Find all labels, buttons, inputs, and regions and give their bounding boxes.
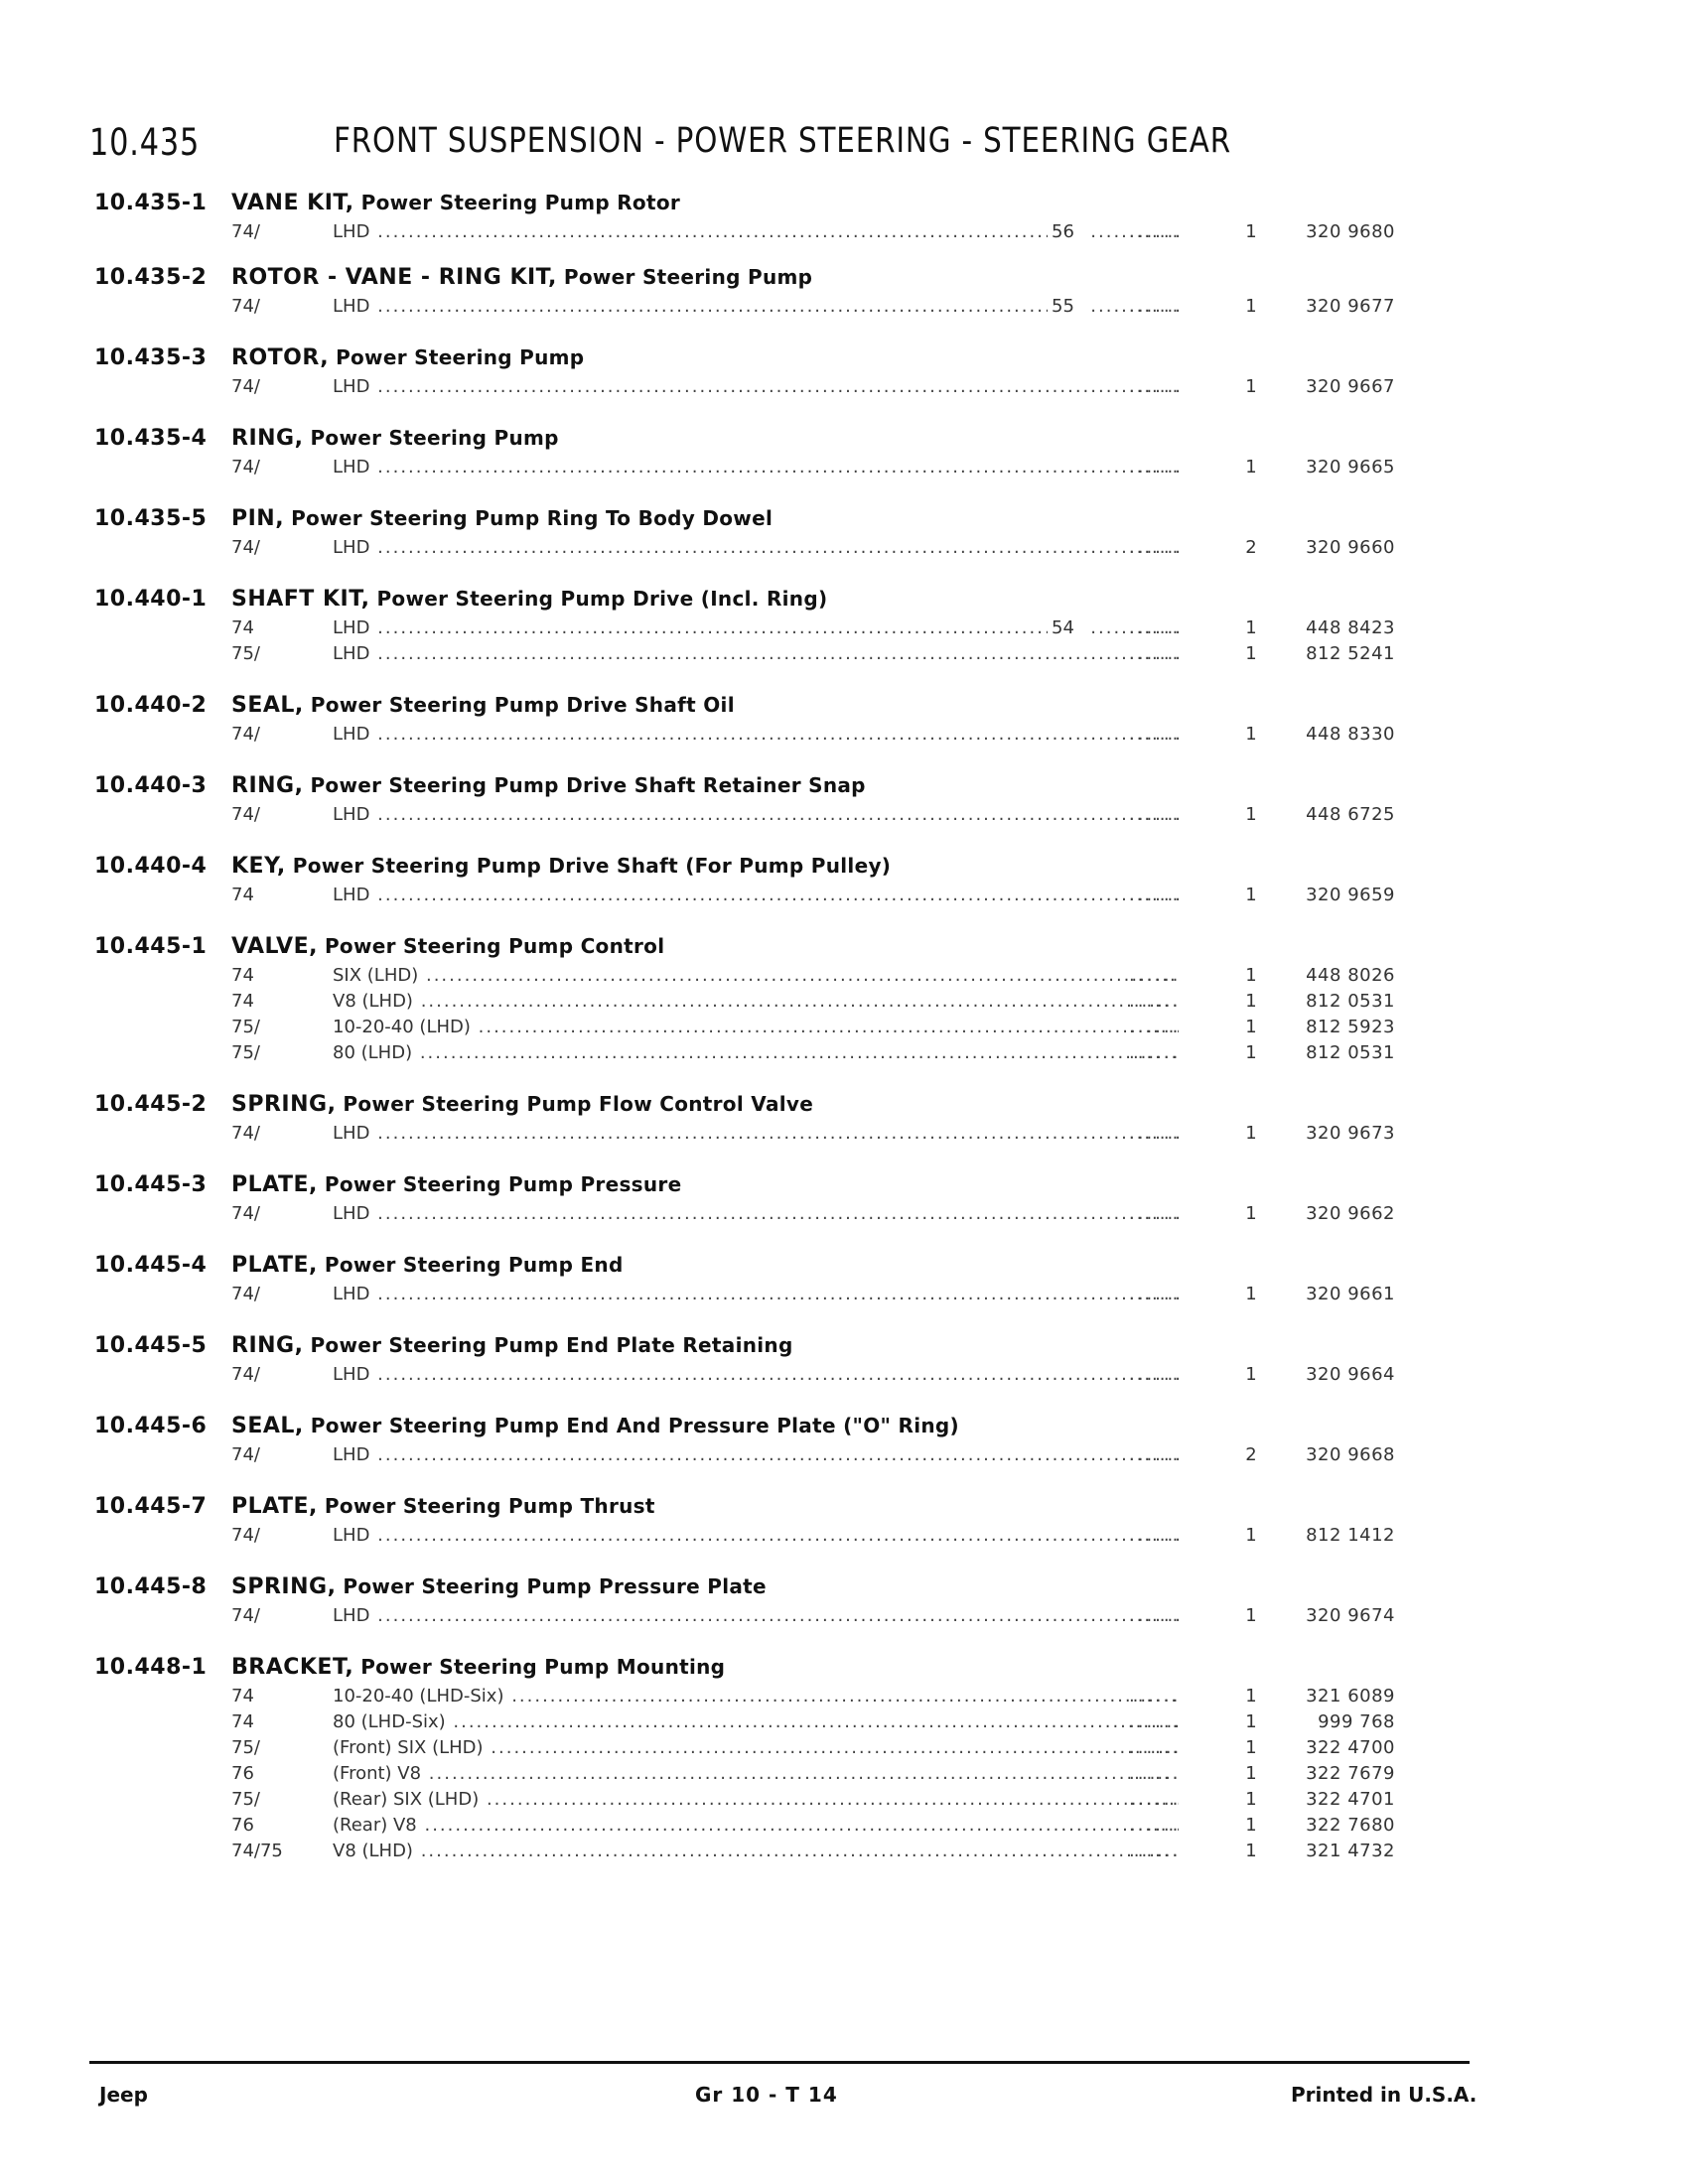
part-heading: [94, 693, 1445, 724]
part-number: 320 9662: [1306, 1203, 1395, 1224]
leader-dots: ......: [1129, 537, 1182, 558]
part-number: 322 7680: [1306, 1815, 1395, 1836]
part-entry: [94, 1172, 1445, 1229]
quantity: 1: [1245, 1605, 1257, 1626]
model-year: 74/: [231, 537, 260, 558]
part-application-row: [94, 1763, 1445, 1789]
part-description: [231, 1253, 624, 1278]
application-note: SIX (LHD) .....: [333, 965, 1179, 986]
model-year: 74/: [231, 1123, 260, 1144]
part-number: 812 5241: [1306, 643, 1395, 664]
part-name: SHAFT KIT,: [231, 587, 370, 612]
part-description: [231, 854, 891, 879]
part-application-row: [94, 1017, 1445, 1042]
application-note: LHD .....: [333, 221, 1179, 242]
part-description: [231, 1414, 959, 1438]
part-number: 320 9680: [1306, 221, 1395, 242]
part-ref-number: 10.448-1: [94, 1655, 208, 1680]
part-application-row: [94, 1203, 1445, 1229]
application-note: 10-20-40 (LHD) .....: [333, 1017, 1179, 1037]
model-year: 74/: [231, 1525, 260, 1546]
leader-dots: ......: [1129, 296, 1182, 317]
leader-dots: ......: [1129, 965, 1182, 986]
application-note: V8 (LHD) .....: [333, 1841, 1179, 1861]
part-heading: [94, 1092, 1445, 1123]
model-year: 74/: [231, 221, 260, 242]
application-note: V8 (LHD) .....: [333, 991, 1179, 1012]
leader-dots: ......: [1129, 617, 1182, 638]
part-subtitle: Power Steering Pump End Plate Retaining: [310, 1333, 793, 1357]
part-ref-number: 10.445-4: [94, 1253, 208, 1278]
part-heading: [94, 773, 1445, 804]
part-subtitle: Power Steering Pump Mounting: [360, 1655, 726, 1679]
application-note: LHD .....: [333, 296, 1179, 317]
part-number: 320 9668: [1306, 1444, 1395, 1465]
part-name: SEAL,: [231, 1414, 304, 1438]
application-note: LHD .....: [333, 1525, 1179, 1546]
quantity: 1: [1245, 1525, 1257, 1546]
quantity: 2: [1245, 537, 1257, 558]
section-header: [89, 121, 1529, 171]
part-application-row: [94, 1042, 1445, 1068]
application-note: LHD .....: [333, 1203, 1179, 1224]
part-description: [231, 1092, 813, 1117]
part-number: 812 1412: [1306, 1525, 1395, 1546]
part-application-row: [94, 1605, 1445, 1631]
part-number: 320 9659: [1306, 885, 1395, 905]
part-heading: [94, 1494, 1445, 1525]
part-name: RING,: [231, 426, 304, 451]
part-subtitle: Power Steering Pump Drive Shaft Retainer Snap: [310, 773, 866, 797]
footer-brand: Jeep: [99, 2083, 148, 2107]
part-subtitle: Power Steering Pump Thrust: [324, 1494, 655, 1518]
quantity: 1: [1245, 376, 1257, 397]
model-year: 75/: [231, 1737, 260, 1758]
application-note: LHD .....: [333, 643, 1179, 664]
application-note: LHD .....: [333, 804, 1179, 825]
part-application-row: [94, 221, 1445, 247]
part-subtitle: Power Steering Pump End: [324, 1253, 624, 1277]
application-note: LHD .....: [333, 885, 1179, 905]
part-entry: [94, 1494, 1445, 1551]
part-subtitle: Power Steering Pump Pressure Plate: [343, 1574, 767, 1598]
part-subtitle: Power Steering Pump Drive Shaft Oil: [310, 693, 735, 717]
part-heading: [94, 191, 1445, 221]
part-entry: [94, 773, 1445, 830]
part-name: SEAL,: [231, 693, 304, 718]
section-number: 10.435: [89, 121, 201, 164]
part-name: KEY,: [231, 854, 286, 879]
leader-dots: ......: [1129, 643, 1182, 664]
part-description: [231, 1172, 681, 1197]
leader-dots: ......: [1129, 221, 1182, 242]
part-description: [231, 191, 680, 215]
part-application-row: [94, 537, 1445, 563]
part-name: ROTOR,: [231, 345, 330, 370]
part-number: 448 8330: [1306, 724, 1395, 745]
part-entry: [94, 1092, 1445, 1149]
part-heading: [94, 345, 1445, 376]
quantity: 1: [1245, 457, 1257, 478]
application-note: LHD .....: [333, 376, 1179, 397]
part-subtitle: Power Steering Pump: [563, 265, 813, 289]
model-year: 74/: [231, 296, 260, 317]
part-entry: [94, 587, 1445, 669]
part-entry: [94, 934, 1445, 1068]
application-note: LHD .....: [333, 617, 1179, 638]
part-number: 320 9673: [1306, 1123, 1395, 1144]
application-note: (Front) V8 .....: [333, 1763, 1179, 1784]
part-heading: [94, 1253, 1445, 1284]
model-year: 74/: [231, 1284, 260, 1304]
part-number: 448 8423: [1306, 617, 1395, 638]
quantity: 1: [1245, 1711, 1257, 1732]
part-name: RING,: [231, 773, 304, 798]
quantity: 1: [1245, 221, 1257, 242]
leader-dots: ......: [1129, 376, 1182, 397]
part-application-row: [94, 1123, 1445, 1149]
application-note: LHD .....: [333, 724, 1179, 745]
application-note: LHD .....: [333, 1284, 1179, 1304]
figure-ref: 56: [1048, 221, 1091, 242]
part-heading: [94, 426, 1445, 457]
model-year: 74: [231, 965, 254, 986]
part-subtitle: Power Steering Pump Pressure: [324, 1172, 682, 1196]
part-heading: [94, 506, 1445, 537]
part-application-row: [94, 1841, 1445, 1866]
part-application-row: [94, 1815, 1445, 1841]
part-name: RING,: [231, 1333, 304, 1358]
part-application-row: [94, 1711, 1445, 1737]
part-number: 320 9664: [1306, 1364, 1395, 1385]
part-description: [231, 587, 827, 612]
quantity: 1: [1245, 1203, 1257, 1224]
quantity: 1: [1245, 724, 1257, 745]
part-description: [231, 506, 773, 531]
quantity: 1: [1245, 1789, 1257, 1810]
quantity: 1: [1245, 1123, 1257, 1144]
leader-dots: ......: [1129, 1737, 1182, 1758]
application-note: LHD .....: [333, 457, 1179, 478]
part-number: 321 6089: [1306, 1686, 1395, 1706]
part-application-row: [94, 724, 1445, 750]
part-entry: [94, 1574, 1445, 1631]
part-ref-number: 10.440-2: [94, 693, 208, 718]
section-title: FRONT SUSPENSION - POWER STEERING - STEERING GEAR: [334, 121, 1231, 161]
model-year: 74: [231, 885, 254, 905]
application-note: (Front) SIX (LHD) .....: [333, 1737, 1179, 1758]
leader-dots: ......: [1129, 457, 1182, 478]
part-entry: [94, 506, 1445, 563]
quantity: 1: [1245, 965, 1257, 986]
part-application-row: [94, 1789, 1445, 1815]
model-year: 74/: [231, 376, 260, 397]
application-note: (Rear) SIX (LHD) .....: [333, 1789, 1179, 1810]
part-number: 320 9667: [1306, 376, 1395, 397]
part-subtitle: Power Steering Pump End And Pressure Plate ("O" Ring): [310, 1414, 959, 1437]
part-description: [231, 934, 664, 959]
part-subtitle: Power Steering Pump: [310, 426, 559, 450]
leader-dots: ......: [1129, 1686, 1182, 1706]
quantity: 1: [1245, 1284, 1257, 1304]
part-name: VANE KIT,: [231, 191, 354, 215]
part-subtitle: Power Steering Pump Control: [324, 934, 665, 958]
part-ref-number: 10.445-2: [94, 1092, 208, 1117]
part-entry: [94, 1253, 1445, 1309]
part-number: 322 7679: [1306, 1763, 1395, 1784]
part-number: 322 4700: [1306, 1737, 1395, 1758]
model-year: 74/: [231, 724, 260, 745]
leader-dots: ......: [1129, 804, 1182, 825]
part-ref-number: 10.445-1: [94, 934, 208, 959]
application-note: 80 (LHD) .....: [333, 1042, 1179, 1063]
model-year: 74/: [231, 804, 260, 825]
part-application-row: [94, 991, 1445, 1017]
part-subtitle: Power Steering Pump Ring To Body Dowel: [291, 506, 774, 530]
part-entry: [94, 191, 1445, 247]
quantity: 1: [1245, 804, 1257, 825]
part-description: [231, 773, 866, 798]
part-number: 320 9674: [1306, 1605, 1395, 1626]
model-year: 74: [231, 991, 254, 1012]
part-description: [231, 265, 812, 290]
quantity: 1: [1245, 1364, 1257, 1385]
part-heading: [94, 854, 1445, 885]
part-application-row: [94, 1364, 1445, 1390]
model-year: 75/: [231, 1042, 260, 1063]
leader-dots: ......: [1129, 1444, 1182, 1465]
part-name: BRACKET,: [231, 1655, 354, 1680]
application-note: LHD .....: [333, 1123, 1179, 1144]
application-note: LHD .....: [333, 1364, 1179, 1385]
leader-dots: ......: [1129, 1525, 1182, 1546]
part-name: PLATE,: [231, 1494, 318, 1519]
part-application-row: [94, 643, 1445, 669]
part-entry: [94, 854, 1445, 910]
part-name: ROTOR - VANE - RING KIT,: [231, 265, 557, 290]
part-subtitle: Power Steering Pump Rotor: [360, 191, 681, 214]
part-application-row: [94, 1686, 1445, 1711]
quantity: 1: [1245, 643, 1257, 664]
model-year: 74: [231, 617, 254, 638]
part-number: 320 9665: [1306, 457, 1395, 478]
quantity: 1: [1245, 991, 1257, 1012]
leader-dots: ......: [1129, 1017, 1182, 1037]
leader-dots: ......: [1129, 1123, 1182, 1144]
part-name: PLATE,: [231, 1253, 318, 1278]
part-description: [231, 1333, 793, 1358]
part-ref-number: 10.440-1: [94, 587, 208, 612]
part-name: SPRING,: [231, 1092, 337, 1117]
part-description: [231, 345, 584, 370]
quantity: 1: [1245, 617, 1257, 638]
part-description: [231, 1494, 655, 1519]
part-ref-number: 10.435-5: [94, 506, 208, 531]
part-heading: [94, 934, 1445, 965]
leader-dots: ......: [1129, 1284, 1182, 1304]
part-application-row: [94, 376, 1445, 402]
quantity: 1: [1245, 1763, 1257, 1784]
model-year: 74: [231, 1711, 254, 1732]
part-name: PLATE,: [231, 1172, 318, 1197]
part-heading: [94, 587, 1445, 617]
part-number: 812 0531: [1306, 1042, 1395, 1063]
part-number: 448 8026: [1306, 965, 1395, 986]
part-application-row: [94, 1737, 1445, 1763]
footer-group-code: Gr 10 - T 14: [695, 2083, 838, 2107]
application-note: LHD .....: [333, 1444, 1179, 1465]
part-entry: [94, 1333, 1445, 1390]
part-application-row: [94, 804, 1445, 830]
quantity: 1: [1245, 1841, 1257, 1861]
application-note: LHD .....: [333, 1605, 1179, 1626]
part-ref-number: 10.445-5: [94, 1333, 208, 1358]
model-year: 74/: [231, 457, 260, 478]
model-year: 75/: [231, 643, 260, 664]
part-number: 320 9660: [1306, 537, 1395, 558]
quantity: 1: [1245, 296, 1257, 317]
part-entry: [94, 345, 1445, 402]
part-number: 321 4732: [1306, 1841, 1395, 1861]
part-application-row: [94, 885, 1445, 910]
part-ref-number: 10.445-8: [94, 1574, 208, 1599]
leader-dots: ......: [1129, 1042, 1182, 1063]
part-application-row: [94, 457, 1445, 482]
model-year: 76: [231, 1763, 254, 1784]
model-year: 74/: [231, 1203, 260, 1224]
part-application-row: [94, 1444, 1445, 1470]
part-number: 999 768: [1318, 1711, 1395, 1732]
application-note: LHD .....: [333, 537, 1179, 558]
part-description: [231, 426, 559, 451]
part-number: 322 4701: [1306, 1789, 1395, 1810]
part-subtitle: Power Steering Pump Drive Shaft (For Pump Pulley): [292, 854, 892, 878]
leader-dots: ......: [1129, 1711, 1182, 1732]
application-note: (Rear) V8 .....: [333, 1815, 1179, 1836]
part-heading: [94, 1574, 1445, 1605]
part-description: [231, 1655, 725, 1680]
part-ref-number: 10.440-3: [94, 773, 208, 798]
part-application-row: [94, 965, 1445, 991]
part-application-row: [94, 617, 1445, 643]
part-description: [231, 1574, 767, 1599]
part-heading: [94, 1414, 1445, 1444]
part-ref-number: 10.435-1: [94, 191, 208, 215]
model-year: 75/: [231, 1789, 260, 1810]
part-application-row: [94, 1284, 1445, 1309]
part-name: VALVE,: [231, 934, 318, 959]
part-subtitle: Power Steering Pump: [336, 345, 585, 369]
figure-ref: 54: [1048, 617, 1091, 638]
application-note: 80 (LHD-Six) .....: [333, 1711, 1179, 1732]
application-note: 10-20-40 (LHD-Six) .....: [333, 1686, 1179, 1706]
leader-dots: ......: [1129, 1841, 1182, 1861]
part-entry: [94, 426, 1445, 482]
part-name: SPRING,: [231, 1574, 337, 1599]
part-entry: [94, 693, 1445, 750]
part-number: 812 5923: [1306, 1017, 1395, 1037]
leader-dots: ......: [1129, 1364, 1182, 1385]
parts-list: [94, 191, 1445, 1866]
part-heading: [94, 1333, 1445, 1364]
part-subtitle: Power Steering Pump Drive (Incl. Ring): [376, 587, 828, 611]
model-year: 74/: [231, 1444, 260, 1465]
model-year: 74/75: [231, 1841, 283, 1861]
quantity: 2: [1245, 1444, 1257, 1465]
quantity: 1: [1245, 1686, 1257, 1706]
part-ref-number: 10.435-2: [94, 265, 208, 290]
footer-rule: [89, 2061, 1470, 2064]
quantity: 1: [1245, 1042, 1257, 1063]
part-name: PIN,: [231, 506, 285, 531]
part-number: 320 9677: [1306, 296, 1395, 317]
model-year: 75/: [231, 1017, 260, 1037]
model-year: 74: [231, 1686, 254, 1706]
part-subtitle: Power Steering Pump Flow Control Valve: [343, 1092, 814, 1116]
quantity: 1: [1245, 885, 1257, 905]
part-application-row: [94, 296, 1445, 322]
part-heading: [94, 1655, 1445, 1686]
part-ref-number: 10.445-7: [94, 1494, 208, 1519]
model-year: 76: [231, 1815, 254, 1836]
part-ref-number: 10.440-4: [94, 854, 208, 879]
leader-dots: ......: [1129, 724, 1182, 745]
part-ref-number: 10.435-3: [94, 345, 208, 370]
part-entry: [94, 1414, 1445, 1470]
model-year: 74/: [231, 1364, 260, 1385]
part-ref-number: 10.435-4: [94, 426, 208, 451]
model-year: 74/: [231, 1605, 260, 1626]
part-entry: [94, 1655, 1445, 1866]
quantity: 1: [1245, 1737, 1257, 1758]
leader-dots: ......: [1129, 1203, 1182, 1224]
part-number: 812 0531: [1306, 991, 1395, 1012]
leader-dots: ......: [1129, 885, 1182, 905]
part-number: 320 9661: [1306, 1284, 1395, 1304]
leader-dots: ......: [1129, 1789, 1182, 1810]
part-heading: [94, 265, 1445, 296]
leader-dots: ......: [1129, 991, 1182, 1012]
part-ref-number: 10.445-6: [94, 1414, 208, 1438]
quantity: 1: [1245, 1017, 1257, 1037]
quantity: 1: [1245, 1815, 1257, 1836]
footer-printed: Printed in U.S.A.: [1291, 2083, 1477, 2107]
figure-ref: 55: [1048, 296, 1091, 317]
part-number: 448 6725: [1306, 804, 1395, 825]
part-description: [231, 693, 735, 718]
leader-dots: ......: [1129, 1605, 1182, 1626]
leader-dots: ......: [1129, 1815, 1182, 1836]
part-application-row: [94, 1525, 1445, 1551]
part-ref-number: 10.445-3: [94, 1172, 208, 1197]
part-heading: [94, 1172, 1445, 1203]
leader-dots: ......: [1129, 1763, 1182, 1784]
part-entry: [94, 265, 1445, 322]
